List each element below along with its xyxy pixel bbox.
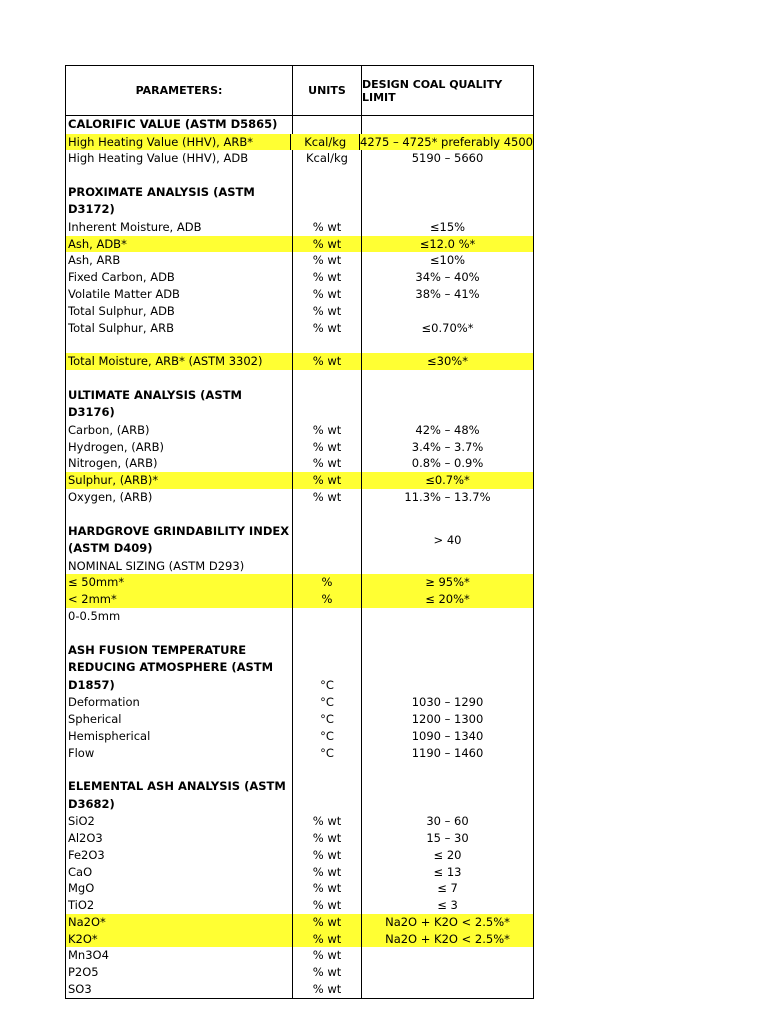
table-body <box>66 116 533 998</box>
limit-cell: Na2O + K2O < 2.5%* <box>361 914 533 931</box>
unit-cell: % wt <box>292 422 361 439</box>
limit-cell <box>361 947 533 964</box>
limit-cell: ≤15% <box>361 219 533 236</box>
table-row <box>66 728 533 745</box>
empty-cell <box>66 761 292 778</box>
parameter-cell: TiO2 <box>68 898 95 913</box>
unit-cell: % wt <box>292 455 361 472</box>
unit-cell: °C <box>292 711 361 728</box>
table-row <box>66 981 533 998</box>
empty-cell <box>361 167 533 184</box>
limit-cell: 30 – 60 <box>361 813 533 830</box>
unit-cell: % wt <box>292 830 361 847</box>
table-row <box>66 252 533 269</box>
unit-cell: °C <box>292 728 361 745</box>
parameter-cell: ≤ 50mm* <box>66 574 292 591</box>
limit-cell: ≥ 95%* <box>361 574 533 591</box>
parameter-cell: Hydrogen, (ARB) <box>68 439 164 454</box>
empty-cell <box>66 625 292 642</box>
table-row <box>66 219 533 236</box>
parameter-cell: PROXIMATE ANALYSIS (ASTM D3172) <box>68 184 255 217</box>
limit-cell: 5190 – 5660 <box>361 150 533 167</box>
parameter-cell: Hemispherical <box>68 728 151 743</box>
limit-cell: ≤0.7%* <box>361 472 533 489</box>
unit-cell: % wt <box>292 489 361 506</box>
limit-cell: ≤10% <box>361 252 533 269</box>
unit-cell: % wt <box>292 897 361 914</box>
parameter-cell: ELEMENTAL ASH ANALYSIS (ASTM D3682) <box>68 779 286 811</box>
empty-cell <box>361 625 533 642</box>
header-units: UNITS <box>292 66 361 115</box>
table-row <box>66 931 533 948</box>
parameter-cell: Deformation <box>68 695 140 710</box>
unit-cell: % wt <box>292 847 361 864</box>
parameter-cell: Total Sulphur, ADB <box>68 303 175 318</box>
empty-cell <box>292 167 361 184</box>
parameter-cell: Flow <box>68 745 95 760</box>
limit-cell: 34% – 40% <box>361 269 533 286</box>
limit-cell: > 40 <box>361 523 533 558</box>
parameter-cell: High Heating Value (HHV), ADB <box>68 151 249 166</box>
parameter-cell: Total Moisture, ARB* (ASTM 3302) <box>66 353 292 370</box>
empty-cell <box>361 336 533 353</box>
empty-cell <box>361 506 533 523</box>
spacer-row <box>66 336 533 353</box>
parameter-cell: ULTIMATE ANALYSIS (ASTM D3176) <box>68 387 242 420</box>
parameter-cell: Inherent Moisture, ADB <box>68 219 202 234</box>
unit-cell: % wt <box>292 914 361 931</box>
section-header-row <box>66 642 533 695</box>
unit-cell: % wt <box>292 303 361 320</box>
limit-cell: 3.4% – 3.7% <box>361 439 533 456</box>
limit-cell <box>361 116 533 134</box>
section-header-row <box>66 778 533 813</box>
limit-cell: 11.3% – 13.7% <box>361 489 533 506</box>
unit-cell: % wt <box>292 864 361 881</box>
empty-cell <box>292 761 361 778</box>
empty-cell <box>66 506 292 523</box>
parameter-cell: CALORIFIC VALUE (ASTM D5865) <box>68 117 278 131</box>
unit-cell: % wt <box>292 320 361 337</box>
unit-cell: % wt <box>292 813 361 830</box>
limit-cell <box>361 981 533 998</box>
table-row <box>66 558 533 575</box>
parameter-cell: K2O* <box>66 931 292 948</box>
table-row <box>66 150 533 167</box>
limit-cell <box>361 642 533 695</box>
parameter-cell: ASH FUSION TEMPERATURE REDUCING ATMOSPHERE (ASTM D1857) <box>68 642 274 692</box>
table-row <box>66 455 533 472</box>
table-row <box>66 472 533 489</box>
unit-cell: Kcal/kg <box>292 150 361 167</box>
limit-cell <box>361 964 533 981</box>
table-row <box>66 711 533 728</box>
table-row <box>66 422 533 439</box>
unit-cell: Kcal/kg <box>290 134 359 151</box>
limit-cell: 1190 – 1460 <box>361 745 533 762</box>
unit-cell: % wt <box>292 981 361 998</box>
limit-cell: ≤ 13 <box>361 864 533 881</box>
unit-cell: % <box>292 574 361 591</box>
unit-cell: °C <box>292 745 361 762</box>
table-row <box>66 897 533 914</box>
limit-cell <box>361 303 533 320</box>
empty-cell <box>361 761 533 778</box>
parameter-cell: Nitrogen, (ARB) <box>68 456 158 471</box>
table-row <box>66 353 533 370</box>
parameter-cell: Sulphur, (ARB)* <box>66 472 292 489</box>
table-row <box>66 813 533 830</box>
limit-cell: 1090 – 1340 <box>361 728 533 745</box>
parameter-cell: MgO <box>68 881 95 896</box>
limit-cell: 1030 – 1290 <box>361 694 533 711</box>
limit-cell <box>361 558 533 575</box>
table-row <box>66 320 533 337</box>
parameter-cell: Mn3O4 <box>68 948 109 963</box>
empty-cell <box>292 625 361 642</box>
limit-cell: ≤ 20%* <box>361 591 533 608</box>
unit-cell: % wt <box>292 236 361 253</box>
unit-cell: °C <box>292 694 361 711</box>
unit-cell <box>292 778 361 813</box>
unit-cell: % wt <box>292 880 361 897</box>
parameter-cell: SiO2 <box>68 814 95 829</box>
table-row <box>66 286 533 303</box>
limit-cell: 0.8% – 0.9% <box>361 455 533 472</box>
limit-cell <box>361 387 533 422</box>
unit-cell: % wt <box>292 439 361 456</box>
table-row <box>66 439 533 456</box>
limit-cell: 42% – 48% <box>361 422 533 439</box>
table-header <box>66 66 533 116</box>
parameter-cell: 0-0.5mm <box>68 609 121 624</box>
limit-cell: ≤12.0 %* <box>361 236 533 253</box>
table-row <box>66 830 533 847</box>
parameter-cell: Na2O* <box>66 914 292 931</box>
parameter-cell: HARDGROVE GRINDABILITY INDEX (ASTM D409) <box>68 523 290 556</box>
limit-cell: 4275 – 4725* preferably 4500 <box>360 134 533 149</box>
limit-cell: ≤ 20 <box>361 847 533 864</box>
spacer-row <box>66 761 533 778</box>
table-row <box>66 134 533 151</box>
limit-cell: 38% – 41% <box>361 286 533 303</box>
table-row <box>66 947 533 964</box>
parameter-cell: SO3 <box>68 982 92 997</box>
spacer-row <box>66 506 533 523</box>
table-row <box>66 745 533 762</box>
limit-cell <box>361 608 533 625</box>
parameter-cell: CaO <box>68 864 93 879</box>
spacer-row <box>66 625 533 642</box>
unit-cell: % wt <box>292 252 361 269</box>
limit-cell: Na2O + K2O < 2.5%* <box>361 931 533 948</box>
table-row <box>66 847 533 864</box>
unit-cell <box>292 184 361 219</box>
parameter-cell: Carbon, (ARB) <box>68 422 150 437</box>
unit-cell: % wt <box>292 931 361 948</box>
limit-cell: 15 – 30 <box>361 830 533 847</box>
table-row <box>66 574 533 591</box>
empty-cell <box>292 370 361 387</box>
table-row <box>66 608 533 625</box>
parameter-cell: Oxygen, (ARB) <box>68 490 153 505</box>
limit-cell <box>361 184 533 219</box>
parameter-cell: Fe2O3 <box>68 847 105 862</box>
coal-quality-table <box>65 65 534 999</box>
section-header-row <box>66 184 533 219</box>
section-header-row <box>66 387 533 422</box>
limit-cell: ≤ 3 <box>361 897 533 914</box>
parameter-cell: Ash, ADB* <box>66 236 292 253</box>
unit-cell <box>292 116 361 134</box>
limit-cell: 1200 – 1300 <box>361 711 533 728</box>
unit-cell: % wt <box>292 269 361 286</box>
unit-cell <box>292 558 361 575</box>
table-row <box>66 914 533 931</box>
unit-cell: % wt <box>292 219 361 236</box>
parameter-cell: Ash, ARB <box>68 253 121 268</box>
parameter-cell: Al2O3 <box>68 830 103 845</box>
empty-cell <box>66 336 292 353</box>
limit-cell: ≤ 7 <box>361 880 533 897</box>
section-header-row <box>66 523 533 558</box>
table-row <box>66 864 533 881</box>
empty-cell <box>292 336 361 353</box>
spacer-row <box>66 370 533 387</box>
table-row <box>66 880 533 897</box>
unit-cell: % wt <box>292 286 361 303</box>
table-row <box>66 694 533 711</box>
spacer-row <box>66 167 533 184</box>
unit-cell: % wt <box>292 472 361 489</box>
table-row <box>66 964 533 981</box>
parameter-cell: NOMINAL SIZING (ASTM D293) <box>68 558 245 573</box>
limit-cell: ≤30%* <box>361 353 533 370</box>
table-row <box>66 591 533 608</box>
parameter-cell: < 2mm* <box>66 591 292 608</box>
empty-cell <box>361 370 533 387</box>
table-row <box>66 269 533 286</box>
table-row <box>66 303 533 320</box>
section-header-row <box>66 116 533 134</box>
unit-cell: % wt <box>292 964 361 981</box>
unit-cell <box>292 387 361 422</box>
unit-cell <box>292 608 361 625</box>
unit-cell: °C <box>292 642 361 695</box>
table-row <box>66 489 533 506</box>
parameter-cell: Total Sulphur, ARB <box>68 320 174 335</box>
unit-cell <box>292 523 361 558</box>
header-limit: DESIGN COAL QUALITY LIMIT <box>361 66 533 115</box>
empty-cell <box>292 506 361 523</box>
empty-cell <box>66 370 292 387</box>
parameter-cell: Fixed Carbon, ADB <box>68 270 175 285</box>
parameter-cell: P2O5 <box>68 965 99 980</box>
header-parameters: PARAMETERS: <box>135 84 223 97</box>
parameter-cell: Volatile Matter ADB <box>68 287 180 302</box>
limit-cell: ≤0.70%* <box>361 320 533 337</box>
table-row <box>66 236 533 253</box>
parameter-cell: Spherical <box>68 711 122 726</box>
empty-cell <box>66 167 292 184</box>
unit-cell: % wt <box>292 947 361 964</box>
limit-cell <box>361 778 533 813</box>
parameter-cell: High Heating Value (HHV), ARB* <box>66 134 290 151</box>
unit-cell: % wt <box>292 353 361 370</box>
unit-cell: % <box>292 591 361 608</box>
